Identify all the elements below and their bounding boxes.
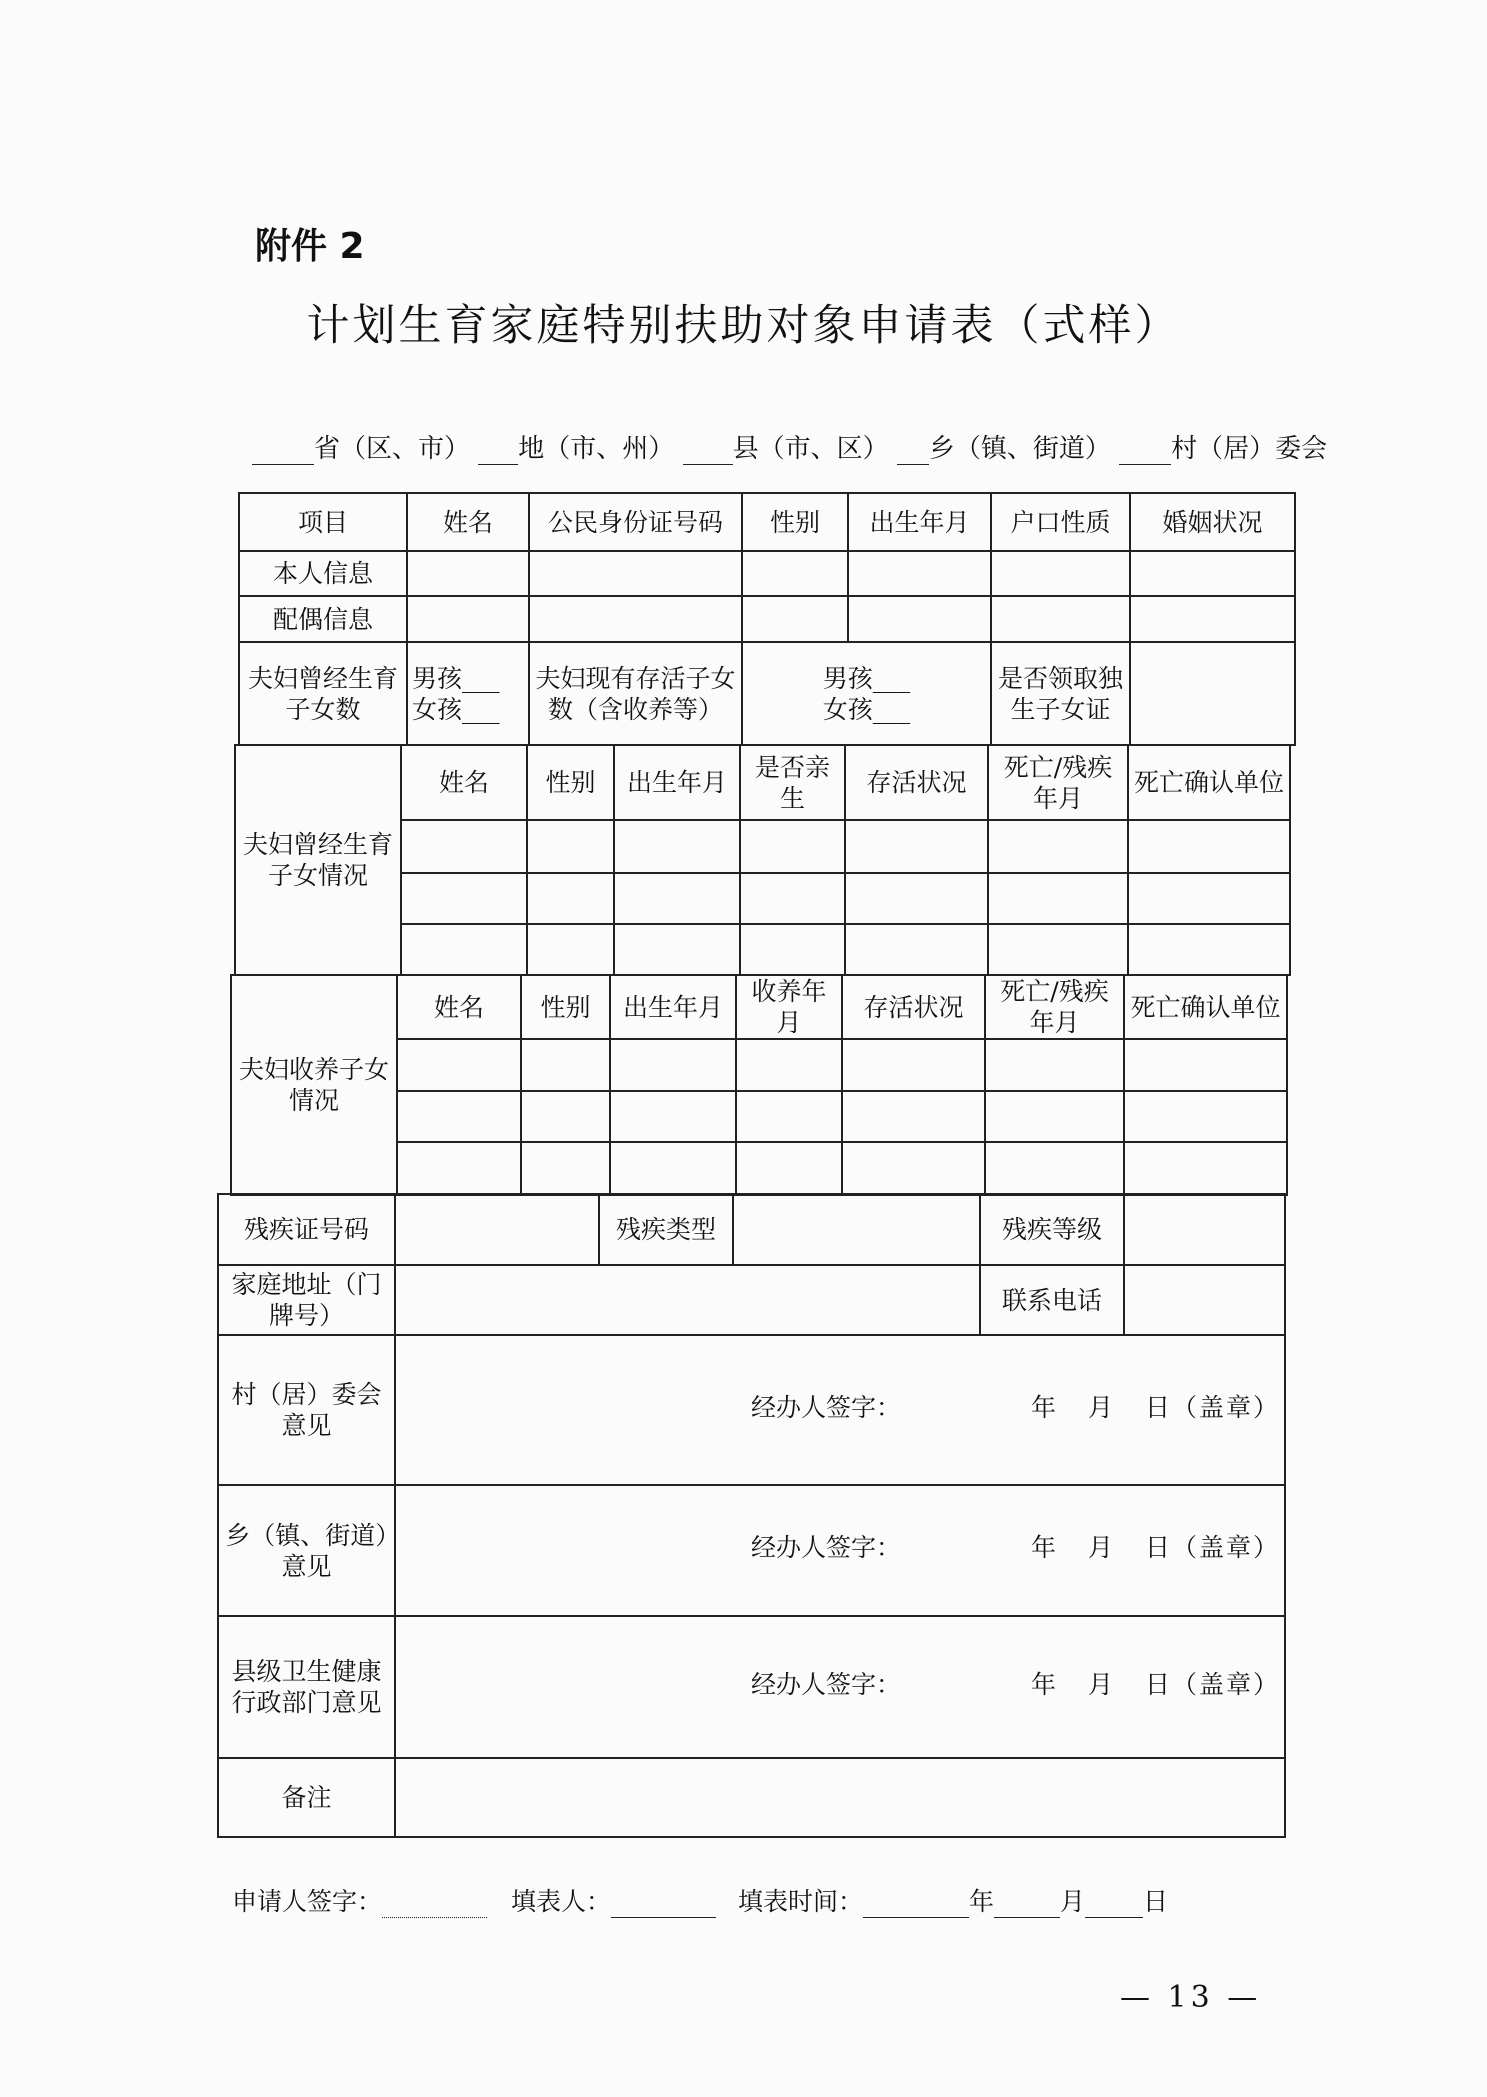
village-opinion-cell[interactable]: [395, 1335, 1285, 1485]
village-opinion-label: 村（居）委会意见: [218, 1335, 395, 1485]
day-seal-label: 日（盖章）: [1144, 1533, 1280, 1562]
col-gender: 性别: [521, 975, 610, 1039]
remarks-label: 备注: [218, 1758, 395, 1837]
input-cell[interactable]: [614, 924, 740, 975]
month-label: 月: [1087, 1533, 1115, 1562]
input-cell[interactable]: [521, 1091, 610, 1142]
disability-level-label: 残疾等级: [980, 1194, 1124, 1265]
applicant-sign-blank[interactable]: [382, 1895, 487, 1918]
address-input[interactable]: [395, 1265, 980, 1335]
town-opinion-row: [218, 1485, 1285, 1616]
phone-label: 联系电话: [980, 1265, 1124, 1335]
spouse-info-row: [239, 596, 1295, 642]
county-opinion-label: 县级卫生健康行政部门意见: [218, 1616, 395, 1758]
handler-sign-label: 经办人签字：: [750, 1669, 901, 1699]
input-cell[interactable]: [614, 820, 740, 873]
input-cell[interactable]: [848, 596, 991, 642]
input-cell[interactable]: [988, 820, 1128, 873]
town-blank[interactable]: [897, 442, 929, 465]
input-cell[interactable]: [991, 551, 1130, 596]
children-count-row: [239, 642, 1295, 745]
header-marital-status: 婚姻状况: [1130, 493, 1295, 551]
filler-label: 填表人：: [510, 1887, 611, 1916]
input-cell[interactable]: [527, 924, 614, 975]
born-count-label: 夫妇曾经生育子女数: [239, 642, 407, 745]
input-cell[interactable]: [842, 1142, 985, 1195]
disability-cert-label: 残疾证号码: [218, 1194, 395, 1265]
town-opinion-cell[interactable]: [395, 1485, 1285, 1616]
header-name: 姓名: [407, 493, 529, 551]
input-cell[interactable]: [848, 551, 991, 596]
header-item: 项目: [239, 493, 407, 551]
form-title: 计划生育家庭特别扶助对象申请表（式样）: [306, 301, 1181, 351]
village-blank[interactable]: [1119, 442, 1171, 465]
remarks-input[interactable]: [395, 1758, 1285, 1837]
input-cell[interactable]: [1124, 1194, 1285, 1265]
year-label: 年: [1030, 1392, 1058, 1422]
input-cell[interactable]: [845, 873, 988, 924]
input-cell[interactable]: [736, 1142, 842, 1195]
input-cell[interactable]: [401, 924, 527, 975]
input-cell[interactable]: [988, 873, 1128, 924]
input-cell[interactable]: [521, 1039, 610, 1091]
input-cell[interactable]: [733, 1194, 980, 1265]
col-survival: 存活状况: [845, 745, 988, 820]
input-cell[interactable]: [842, 1091, 985, 1142]
fill-month-blank[interactable]: [994, 1895, 1060, 1918]
county-label: 县（市、区）: [732, 434, 889, 464]
col-biological: 是否亲生: [740, 745, 845, 820]
input-cell[interactable]: [740, 820, 845, 873]
self-info-label: 本人信息: [239, 551, 407, 596]
born-boys: 男孩___: [412, 663, 500, 693]
remarks-row: [218, 1758, 1285, 1837]
fill-day-label: 日: [1142, 1887, 1168, 1916]
town-label: 乡（镇、街道）: [928, 434, 1111, 464]
handler-sign-label: 经办人签字：: [750, 1392, 901, 1422]
col-death-unit: 死亡确认单位: [1124, 975, 1287, 1039]
born-girls: 女孩___: [412, 694, 500, 724]
town-opinion-label: 乡（镇、街道）意见: [218, 1485, 395, 1616]
input-cell[interactable]: [988, 924, 1128, 975]
input-cell[interactable]: [1128, 924, 1290, 975]
input-cell[interactable]: [1124, 1142, 1287, 1195]
disability-row: [218, 1194, 1285, 1265]
village-label: 村（居）委会: [1171, 434, 1328, 464]
province-blank[interactable]: [252, 442, 314, 465]
basic-info-table: [238, 492, 1296, 746]
input-cell[interactable]: [742, 551, 848, 596]
day-seal-label: 日（盖章）: [1144, 1392, 1280, 1422]
input-cell[interactable]: [1130, 642, 1295, 745]
input-cell[interactable]: [740, 873, 845, 924]
month-label: 月: [1087, 1392, 1115, 1422]
input-cell[interactable]: [395, 1194, 599, 1265]
input-cell[interactable]: [527, 873, 614, 924]
col-death-unit: 死亡确认单位: [1128, 745, 1290, 820]
living-count-cell[interactable]: [742, 642, 991, 745]
input-cell[interactable]: [736, 1039, 842, 1091]
self-info-row: [239, 551, 1295, 596]
approval-table: [217, 1193, 1286, 1838]
province-label: 省（区、市）: [314, 434, 471, 464]
input-cell[interactable]: [397, 1142, 521, 1195]
input-cell[interactable]: [740, 924, 845, 975]
children-born-label: 夫妇曾经生育子女情况: [235, 745, 401, 975]
input-cell[interactable]: [397, 1091, 521, 1142]
adopted-children-label: 夫妇收养子女情况: [231, 975, 397, 1195]
input-cell[interactable]: [1124, 1091, 1287, 1142]
living-girls: 女孩___: [822, 694, 911, 724]
input-cell[interactable]: [610, 1091, 736, 1142]
phone-input[interactable]: [1124, 1265, 1285, 1335]
fill-year-label: 年: [968, 1887, 994, 1916]
one-child-cert-label: 是否领取独生子女证: [991, 642, 1130, 745]
input-cell[interactable]: [521, 1142, 610, 1195]
col-adopt-date: 收养年月: [736, 975, 842, 1039]
input-cell[interactable]: [1128, 873, 1290, 924]
county-opinion-cell[interactable]: [395, 1616, 1285, 1758]
month-label: 月: [1087, 1669, 1115, 1699]
input-cell[interactable]: [1130, 551, 1295, 596]
fill-month-label: 月: [1059, 1887, 1085, 1916]
col-gender: 性别: [527, 745, 614, 820]
fill-year-blank[interactable]: [863, 1895, 969, 1918]
county-blank[interactable]: [683, 442, 733, 465]
year-label: 年: [1030, 1533, 1058, 1562]
prefecture-label: 地（市、州）: [518, 434, 675, 464]
col-name: 姓名: [397, 975, 521, 1039]
disability-type-label: 残疾类型: [599, 1194, 733, 1265]
input-cell[interactable]: [610, 1039, 736, 1091]
address-label: 家庭地址（门牌号）: [218, 1265, 395, 1335]
col-survival: 存活状况: [842, 975, 985, 1039]
attachment-label: 附件 2: [255, 226, 365, 267]
input-cell[interactable]: [527, 820, 614, 873]
input-cell[interactable]: [736, 1091, 842, 1142]
input-cell[interactable]: [985, 1091, 1124, 1142]
page-number: — 13 —: [1120, 1980, 1262, 2015]
born-count-cell[interactable]: [407, 642, 529, 745]
handler-sign-label: 经办人签字：: [750, 1533, 901, 1562]
input-cell[interactable]: [842, 1039, 985, 1091]
input-cell[interactable]: [407, 551, 529, 596]
input-cell[interactable]: [845, 924, 988, 975]
prefecture-blank[interactable]: [478, 442, 518, 465]
header-household-type: 户口性质: [991, 493, 1130, 551]
input-cell[interactable]: [529, 596, 742, 642]
input-cell[interactable]: [991, 596, 1130, 642]
input-cell[interactable]: [407, 596, 529, 642]
adopted-children-table: [230, 974, 1288, 1196]
input-cell[interactable]: [401, 873, 527, 924]
input-cell[interactable]: [401, 820, 527, 873]
col-birth: 出生年月: [610, 975, 736, 1039]
input-cell[interactable]: [1128, 820, 1290, 873]
footer-signatures: [232, 1882, 1168, 1918]
col-death-date: 死亡/残疾年月: [985, 975, 1124, 1039]
filler-blank[interactable]: [611, 1895, 716, 1918]
village-opinion-row: [218, 1335, 1285, 1485]
input-cell[interactable]: [1130, 596, 1295, 642]
living-boys: 男孩___: [822, 663, 911, 693]
address-row: [218, 1265, 1285, 1335]
col-birth: 出生年月: [614, 745, 740, 820]
col-death-date: 死亡/残疾年月: [988, 745, 1128, 820]
input-cell[interactable]: [985, 1039, 1124, 1091]
fill-time-label: 填表时间：: [737, 1887, 863, 1916]
input-cell[interactable]: [985, 1142, 1124, 1195]
input-cell[interactable]: [1124, 1039, 1287, 1091]
day-seal-label: 日（盖章）: [1144, 1669, 1280, 1699]
input-cell[interactable]: [610, 1142, 736, 1195]
col-name: 姓名: [401, 745, 527, 820]
applicant-sign-label: 申请人签字：: [232, 1887, 383, 1916]
input-cell[interactable]: [397, 1039, 521, 1091]
region-line: [252, 428, 1327, 465]
input-cell[interactable]: [529, 551, 742, 596]
county-opinion-row: [218, 1616, 1285, 1758]
fill-day-blank[interactable]: [1085, 1895, 1143, 1918]
year-label: 年: [1030, 1669, 1058, 1699]
header-id-number: 公民身份证号码: [529, 493, 742, 551]
spouse-info-label: 配偶信息: [239, 596, 407, 642]
input-cell[interactable]: [614, 873, 740, 924]
header-birth-date: 出生年月: [848, 493, 991, 551]
children-born-table: [234, 744, 1291, 976]
header-gender: 性别: [742, 493, 848, 551]
living-count-label: 夫妇现有存活子女数（含收养等）: [529, 642, 742, 745]
input-cell[interactable]: [742, 596, 848, 642]
input-cell[interactable]: [845, 820, 988, 873]
